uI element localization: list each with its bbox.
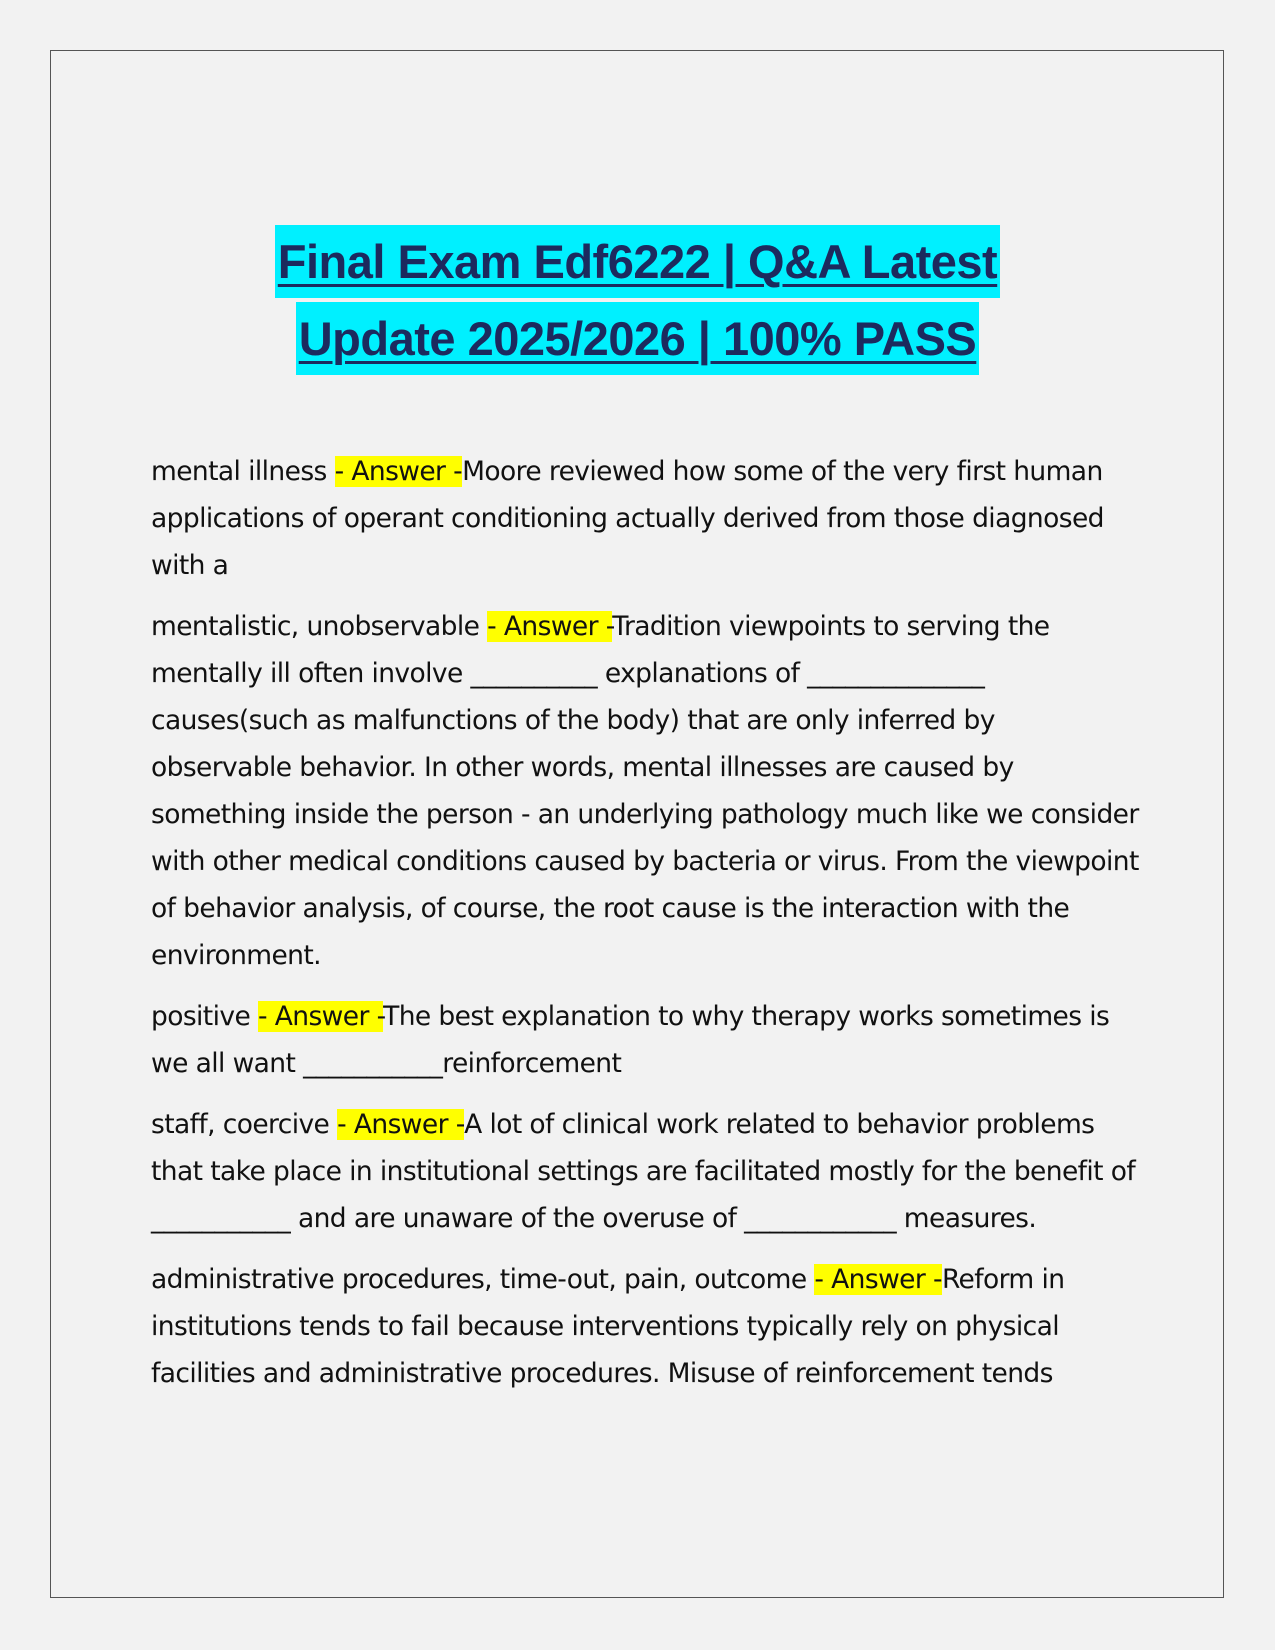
answer-marker: - Answer - xyxy=(814,1264,942,1295)
document-title xyxy=(60,225,1215,375)
title-line-1: Final Exam Edf6222 | Q&A Latest xyxy=(275,225,1000,298)
qa-definition: Reform in institutions tends to fail because interventions typically rely on physical facilities and administrative procedures. Misuse of reinforcement tends xyxy=(151,1264,1065,1389)
qa-term: administrative procedures, time-out, pain, outcome xyxy=(151,1264,815,1295)
qa-term: staff, coercive xyxy=(151,1109,338,1140)
qa-term: mentalistic, unobservable xyxy=(151,611,488,642)
qa-term: positive xyxy=(151,1001,258,1032)
answer-marker: - Answer - xyxy=(257,1001,384,1032)
qa-definition: A lot of clinical work related to behavior problems that take place in institutional settings are facilitated mostly for the benefit of ___________ and are unaware of the overuse of ____________ measures. xyxy=(151,1109,1136,1234)
qa-item xyxy=(151,993,1141,1087)
answer-marker: - Answer - xyxy=(337,1109,465,1140)
qa-list xyxy=(151,448,1141,1411)
qa-item xyxy=(151,448,1141,589)
qa-definition: The best explanation to why therapy works sometimes is we all want ___________reinforcement xyxy=(151,1001,1110,1079)
qa-item xyxy=(151,1256,1141,1397)
qa-item xyxy=(151,603,1141,979)
answer-marker: - Answer - xyxy=(487,611,613,642)
qa-definition: Tradition viewpoints to serving the mentally ill often involve __________ explanations of ______________ causes(such as malfunctions of the body) that are only inferred by observable behavior. In other words, mental illnesses are caused by something inside the person - an underlying pathology much like we consider with other medical conditions caused by bacteria or virus. From the viewpoint of behavior analysis, of course, the root cause is the interaction with the environment. xyxy=(151,611,1139,971)
answer-marker: - Answer - xyxy=(334,456,463,487)
qa-definition: Moore reviewed how some of the very first human applications of operant conditioning actually derived from those diagnosed with a xyxy=(151,456,1104,581)
qa-term: mental illness xyxy=(151,456,335,487)
title-line-2: Update 2025/2026 | 100% PASS xyxy=(296,302,980,375)
qa-item xyxy=(151,1101,1141,1242)
